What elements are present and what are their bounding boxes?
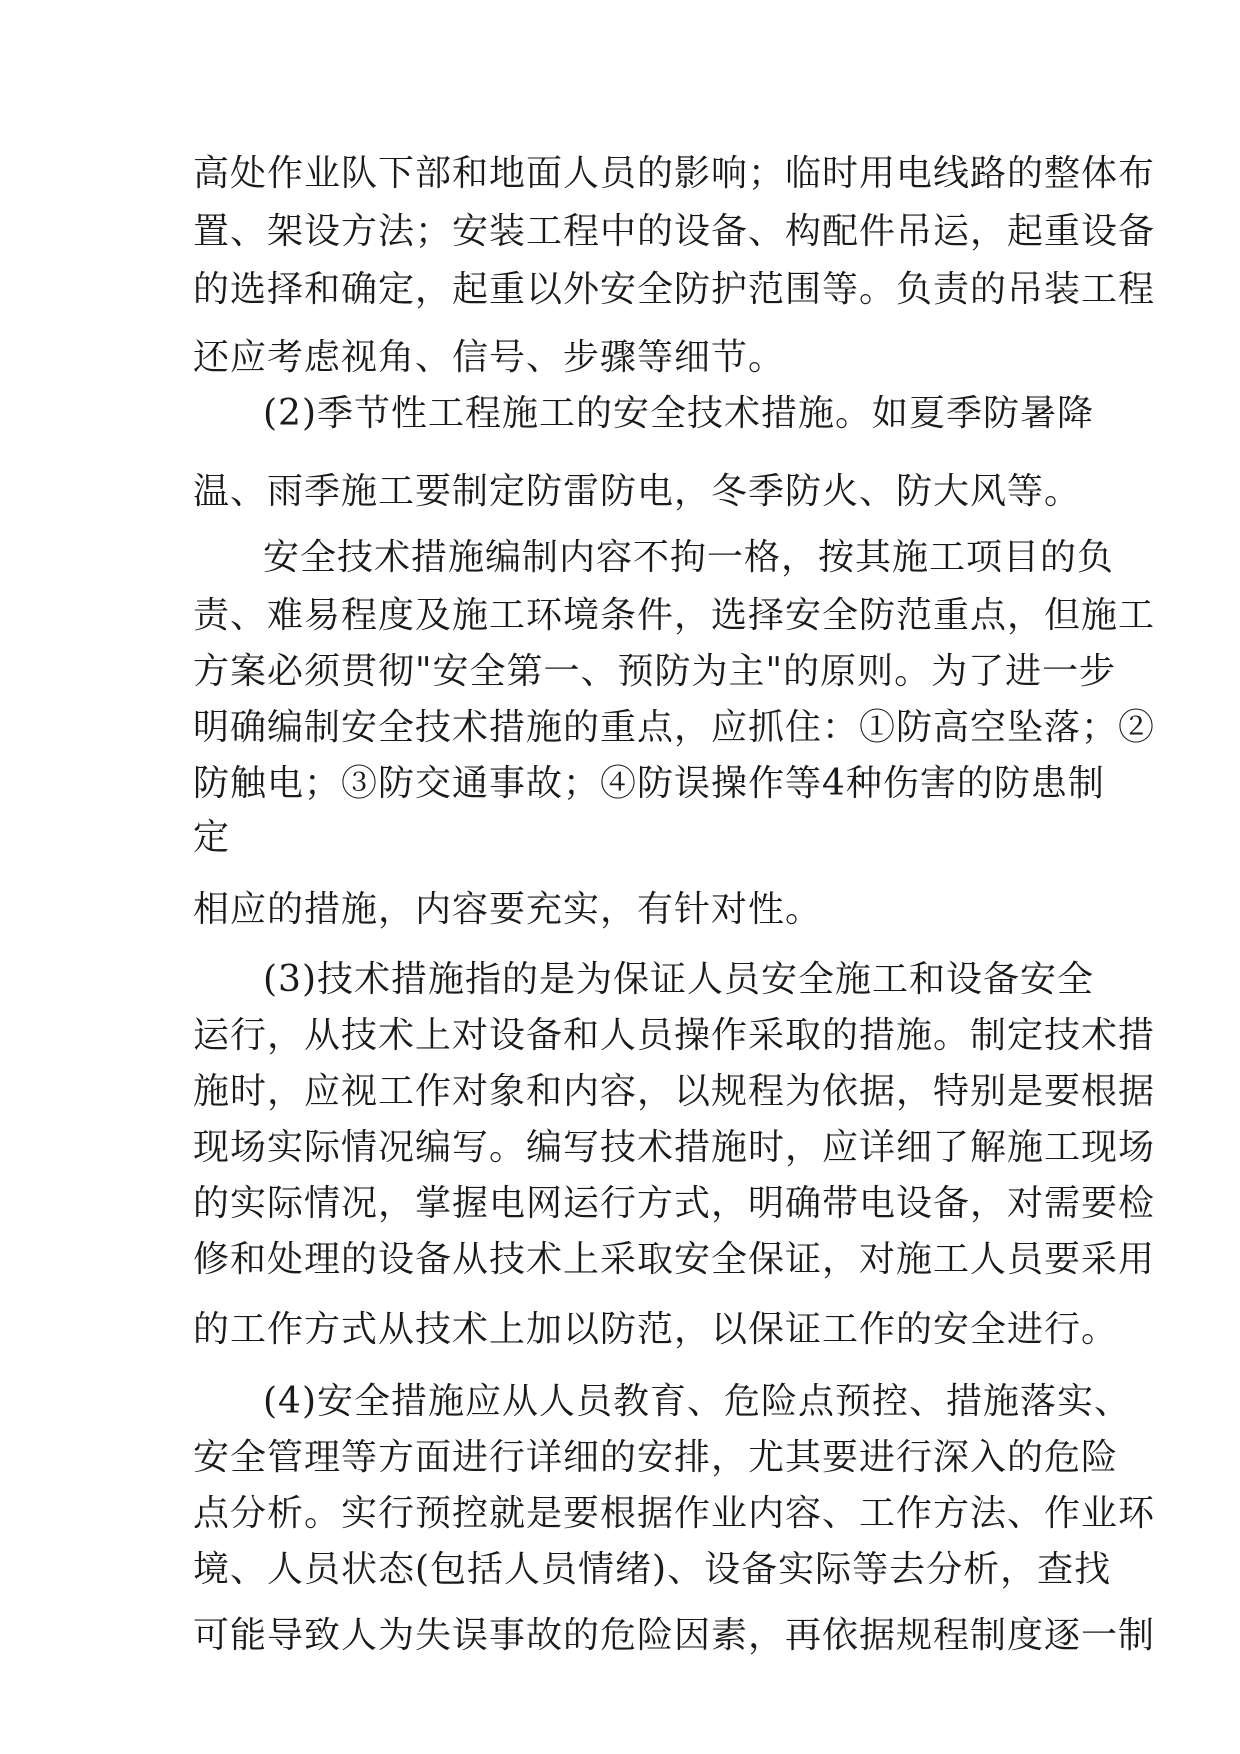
text-line: 境、人员状态(包括人员情绪)、设备实际等去分析，查找 xyxy=(193,1549,1112,1590)
text-line: 施时，应视工作对象和内容，以规程为依据，特别是要根据 xyxy=(193,1071,1156,1112)
text-line: 定 xyxy=(193,817,231,858)
text-line: 方案必须贯彻"安全第一、预防为主"的原则。为了进一步 xyxy=(193,651,1117,692)
text-line: 防触电；③防交通事故；④防误操作等4种伤害的防患制 xyxy=(193,763,1105,804)
text-line: 可能导致人为失误事故的危险因素，再依据规程制度逐一制 xyxy=(193,1615,1156,1656)
text-line: 现场实际情况编写。编写技术措施时，应详细了解施工现场 xyxy=(193,1127,1156,1168)
paragraph-first-line: 安全技术措施编制内容不拘一格，按其施工项目的负 xyxy=(263,537,1115,578)
text-line: 的工作方式从技术上加以防范，以保证工作的安全进行。 xyxy=(193,1309,1119,1350)
text-line: 的选择和确定，起重以外安全防护范围等。负责的吊装工程 xyxy=(193,269,1156,310)
text-line: 点分析。实行预控就是要根据作业内容、工作方法、作业环 xyxy=(193,1493,1156,1534)
paragraph-first-line: (4)安全措施应从人员教育、危险点预控、措施落实、 xyxy=(263,1381,1131,1422)
text-line: 温、雨季施工要制定防雷防电，冬季防火、防大风等。 xyxy=(193,471,1082,512)
text-line: 责、难易程度及施工环境条件，选择安全防范重点，但施工 xyxy=(193,595,1156,636)
text-line: 还应考虑视角、信号、步骤等细节。 xyxy=(193,337,786,378)
paragraph-first-line: (2)季节性工程施工的安全技术措施。如夏季防暑降 xyxy=(263,393,1094,434)
text-line: 高处作业队下部和地面人员的影响；临时用电线路的整体布 xyxy=(193,153,1156,194)
text-line: 的实际情况，掌握电网运行方式，明确带电设备，对需要检 xyxy=(193,1183,1156,1224)
text-line: 修和处理的设备从技术上采取安全保证，对施工人员要采用 xyxy=(193,1239,1156,1280)
text-line: 运行，从技术上对设备和人员操作采取的措施。制定技术措 xyxy=(193,1015,1156,1056)
text-line: 置、架设方法；安装工程中的设备、构配件吊运，起重设备 xyxy=(193,211,1156,252)
text-line: 相应的措施，内容要充实，有针对性。 xyxy=(193,889,823,930)
text-line: 明确编制安全技术措施的重点，应抓住：①防高空坠落；② xyxy=(193,707,1156,748)
text-line: 安全管理等方面进行详细的安排，尤其要进行深入的危险 xyxy=(193,1437,1119,1478)
paragraph-first-line: (3)技术措施指的是为保证人员安全施工和设备安全 xyxy=(263,959,1094,1000)
